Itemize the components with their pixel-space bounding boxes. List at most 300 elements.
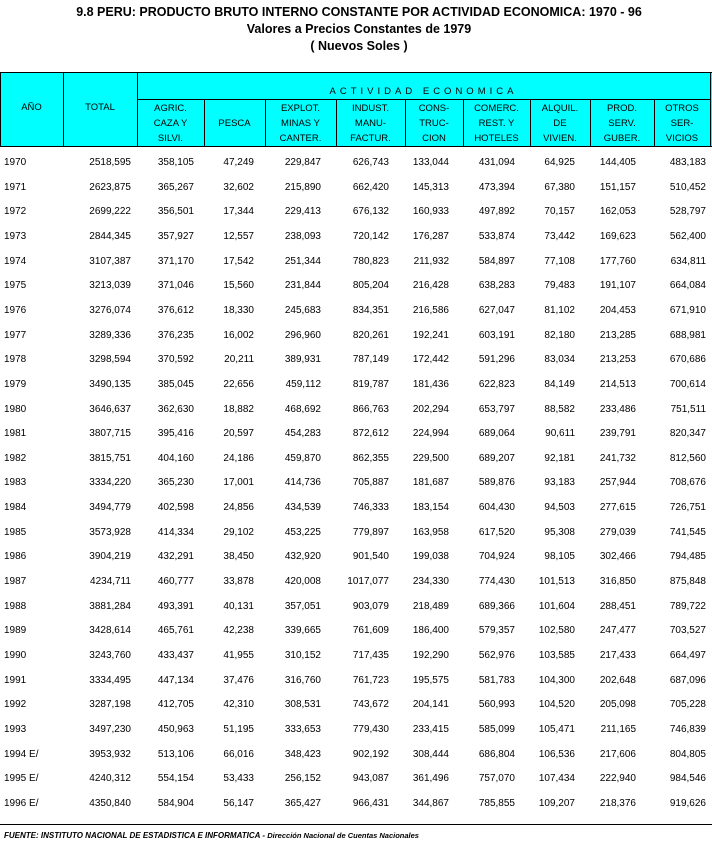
row-value: 528,797 bbox=[669, 206, 706, 218]
row-value: 820,347 bbox=[669, 428, 706, 440]
row-year: 1979 bbox=[4, 378, 27, 390]
title-block bbox=[0, 4, 712, 55]
table-row bbox=[0, 453, 712, 477]
row-value: 371,170 bbox=[157, 255, 194, 267]
row-year: 1990 bbox=[4, 650, 27, 661]
row-value: 238,093 bbox=[284, 230, 321, 242]
column-header-line: PROD. bbox=[606, 103, 638, 114]
row-value: 603,191 bbox=[478, 329, 515, 341]
header-bottom-border bbox=[0, 146, 712, 147]
row-value: 708,676 bbox=[669, 477, 706, 489]
row-value: 15,560 bbox=[223, 280, 254, 292]
row-value: 217,433 bbox=[599, 650, 636, 661]
row-value: 362,630 bbox=[157, 403, 194, 415]
column-header-line: HOTELES bbox=[474, 133, 519, 144]
row-year: 1983 bbox=[4, 477, 27, 489]
row-value: 202,294 bbox=[412, 403, 449, 415]
header-group-divider bbox=[137, 99, 710, 100]
row-value: 104,300 bbox=[538, 674, 575, 686]
row-value: 181,687 bbox=[412, 477, 449, 489]
row-value: 4234,711 bbox=[90, 576, 131, 588]
column-header-line: OTROS bbox=[665, 103, 699, 114]
row-value: 717,435 bbox=[352, 650, 389, 661]
row-value: 688,981 bbox=[669, 329, 706, 341]
page-units: ( Nuevos Soles ) bbox=[310, 39, 408, 53]
row-value: 277,615 bbox=[599, 502, 636, 514]
row-year: 1992 bbox=[4, 699, 27, 711]
row-value: 404,160 bbox=[157, 452, 194, 464]
row-value: 169,623 bbox=[599, 230, 636, 242]
row-year: 1994 E/ bbox=[4, 748, 39, 760]
row-value: 213,285 bbox=[599, 329, 636, 341]
row-year: 1978 bbox=[4, 354, 27, 366]
row-value: 579,357 bbox=[478, 625, 515, 637]
row-value: 3243,760 bbox=[89, 650, 131, 661]
row-value: 687,096 bbox=[669, 674, 706, 686]
row-value: 211,932 bbox=[413, 255, 449, 267]
row-value: 459,112 bbox=[285, 378, 321, 390]
row-value: 584,897 bbox=[478, 255, 515, 267]
row-value: 222,940 bbox=[599, 773, 636, 785]
table-row bbox=[0, 379, 712, 403]
row-value: 357,051 bbox=[284, 600, 321, 612]
row-value: 24,186 bbox=[223, 452, 254, 464]
row-value: 356,501 bbox=[157, 206, 194, 218]
row-value: 2518,595 bbox=[89, 157, 131, 168]
row-value: 109,207 bbox=[538, 797, 575, 809]
row-value: 3298,594 bbox=[89, 354, 131, 366]
column-header bbox=[654, 101, 710, 146]
row-value: 370,592 bbox=[157, 354, 194, 366]
row-value: 145,313 bbox=[412, 181, 449, 193]
row-value: 202,648 bbox=[599, 674, 636, 686]
row-value: 67,380 bbox=[544, 181, 575, 193]
table-row bbox=[0, 798, 712, 822]
row-value: 20,597 bbox=[223, 428, 254, 440]
row-value: 513,106 bbox=[157, 748, 194, 760]
row-value: 213,253 bbox=[599, 354, 636, 366]
row-value: 627,047 bbox=[478, 304, 515, 316]
row-value: 204,141 bbox=[412, 699, 449, 711]
column-header-line: PESCA bbox=[218, 118, 251, 129]
row-value: 622,823 bbox=[478, 378, 515, 390]
column-header-line: SILVI. bbox=[157, 133, 184, 144]
header-vline-2 bbox=[137, 72, 138, 146]
row-value: 333,653 bbox=[284, 723, 321, 735]
row-value: 794,485 bbox=[669, 551, 706, 563]
row-value: 453,225 bbox=[284, 526, 321, 538]
row-value: 412,705 bbox=[157, 699, 194, 711]
row-value: 3428,614 bbox=[89, 625, 131, 637]
row-value: 676,132 bbox=[352, 206, 389, 218]
row-value: 18,882 bbox=[223, 403, 254, 415]
row-value: 984,546 bbox=[669, 773, 706, 785]
row-value: 98,105 bbox=[544, 551, 575, 563]
row-value: 177,760 bbox=[599, 255, 636, 267]
row-value: 245,683 bbox=[284, 304, 321, 316]
row-value: 473,394 bbox=[478, 181, 515, 193]
row-value: 12,557 bbox=[223, 230, 254, 242]
row-value: 79,483 bbox=[544, 280, 575, 292]
row-value: 17,542 bbox=[223, 255, 254, 267]
row-value: 966,431 bbox=[352, 797, 389, 809]
row-value: 84,149 bbox=[544, 378, 575, 390]
row-value: 3497,230 bbox=[89, 723, 131, 735]
row-value: 211,165 bbox=[600, 723, 636, 735]
row-value: 365,267 bbox=[157, 181, 194, 193]
row-value: 741,545 bbox=[669, 526, 706, 538]
row-value: 176,287 bbox=[412, 230, 449, 242]
header-vline-6 bbox=[405, 99, 406, 146]
row-value: 862,355 bbox=[352, 452, 389, 464]
row-value: 81,102 bbox=[544, 304, 575, 316]
row-value: 497,892 bbox=[478, 206, 515, 218]
column-header-line: GUBER. bbox=[603, 133, 641, 144]
row-value: 73,442 bbox=[544, 230, 575, 242]
row-value: 358,105 bbox=[157, 157, 194, 168]
row-value: 757,070 bbox=[478, 773, 515, 785]
row-value: 77,108 bbox=[544, 255, 575, 267]
table-row bbox=[0, 231, 712, 255]
row-value: 872,612 bbox=[352, 428, 389, 440]
row-value: 18,330 bbox=[223, 304, 254, 316]
header-total: TOTAL bbox=[85, 102, 115, 113]
column-header-line: MINAS Y bbox=[281, 118, 320, 129]
row-value: 339,665 bbox=[284, 625, 321, 637]
table-row bbox=[0, 675, 712, 699]
row-value: 3289,336 bbox=[89, 329, 131, 341]
row-value: 229,500 bbox=[412, 452, 449, 464]
row-value: 103,585 bbox=[538, 650, 575, 661]
row-value: 42,238 bbox=[223, 625, 254, 637]
row-value: 20,211 bbox=[224, 354, 254, 366]
row-value: 402,598 bbox=[157, 502, 194, 514]
column-header-line: DE bbox=[553, 118, 567, 129]
row-value: 88,582 bbox=[544, 403, 575, 415]
row-value: 82,180 bbox=[544, 329, 575, 341]
column-header-line: VIVIEN. bbox=[543, 133, 577, 144]
row-value: 591,296 bbox=[478, 354, 515, 366]
row-value: 385,045 bbox=[157, 378, 194, 390]
column-header bbox=[204, 116, 265, 131]
page-subtitle: Valores a Precios Constantes de 1979 bbox=[246, 22, 472, 36]
row-value: 308,444 bbox=[412, 748, 449, 760]
row-value: 562,400 bbox=[669, 230, 706, 242]
row-value: 22,656 bbox=[223, 378, 254, 390]
header-vline-3 bbox=[204, 99, 205, 146]
row-value: 229,847 bbox=[284, 157, 321, 168]
row-year: 1975 bbox=[4, 280, 27, 292]
row-value: 3213,039 bbox=[89, 280, 131, 292]
row-year: 1991 bbox=[4, 674, 27, 686]
row-value: 101,513 bbox=[538, 576, 575, 588]
row-value: 40,131 bbox=[223, 600, 254, 612]
column-header-line: CANTER. bbox=[279, 133, 322, 144]
row-value: 29,102 bbox=[223, 526, 254, 538]
row-value: 70,157 bbox=[544, 206, 575, 218]
table-row bbox=[0, 330, 712, 354]
row-value: 943,087 bbox=[352, 773, 389, 785]
row-value: 634,811 bbox=[670, 255, 706, 267]
row-value: 447,134 bbox=[157, 674, 194, 686]
row-value: 361,496 bbox=[412, 773, 449, 785]
row-value: 241,732 bbox=[599, 452, 636, 464]
row-value: 106,536 bbox=[538, 748, 575, 760]
row-value: 420,008 bbox=[284, 576, 321, 588]
row-value: 38,450 bbox=[223, 551, 254, 563]
row-value: 163,958 bbox=[412, 526, 449, 538]
row-value: 533,874 bbox=[478, 230, 515, 242]
row-value: 3573,928 bbox=[89, 526, 131, 538]
row-value: 638,283 bbox=[478, 280, 515, 292]
row-value: 689,064 bbox=[478, 428, 515, 440]
row-value: 205,098 bbox=[599, 699, 636, 711]
table-row bbox=[0, 601, 712, 625]
header-vline-8 bbox=[530, 99, 531, 146]
column-header bbox=[265, 101, 336, 146]
row-value: 664,084 bbox=[669, 280, 706, 292]
row-value: 215,890 bbox=[284, 181, 321, 193]
row-value: 224,994 bbox=[412, 428, 449, 440]
row-year: 1981 bbox=[4, 428, 27, 440]
row-value: 483,183 bbox=[669, 157, 706, 168]
row-value: 746,333 bbox=[352, 502, 389, 514]
row-value: 192,290 bbox=[412, 650, 449, 661]
row-value: 2844,345 bbox=[89, 230, 131, 242]
table-row bbox=[0, 749, 712, 773]
row-value: 581,783 bbox=[478, 674, 515, 686]
table-row bbox=[0, 280, 712, 304]
column-header-line: EXPLOT. bbox=[280, 103, 321, 114]
row-value: 617,520 bbox=[478, 526, 515, 538]
header-vline-9 bbox=[590, 99, 591, 146]
table-row bbox=[0, 551, 712, 575]
row-value: 53,433 bbox=[223, 773, 254, 785]
row-value: 365,427 bbox=[284, 797, 321, 809]
row-value: 465,761 bbox=[157, 625, 194, 637]
column-header-line: INDUST. bbox=[352, 103, 389, 114]
row-value: 3276,074 bbox=[89, 304, 131, 316]
row-value: 671,910 bbox=[669, 304, 706, 316]
row-year: 1993 bbox=[4, 723, 27, 735]
row-value: 3494,779 bbox=[89, 502, 131, 514]
row-value: 133,044 bbox=[412, 157, 449, 168]
row-year: 1973 bbox=[4, 230, 27, 242]
header-group-label: ACTIVIDAD ECONOMICA bbox=[329, 86, 518, 97]
table-row bbox=[0, 477, 712, 501]
row-year: 1985 bbox=[4, 526, 27, 538]
row-year: 1987 bbox=[4, 576, 27, 588]
row-value: 233,415 bbox=[412, 723, 449, 735]
header-vline-10 bbox=[654, 99, 655, 146]
row-value: 560,993 bbox=[478, 699, 515, 711]
row-value: 774,430 bbox=[478, 576, 515, 588]
row-value: 493,391 bbox=[157, 600, 194, 612]
row-value: 365,230 bbox=[157, 477, 194, 489]
row-year: 1982 bbox=[4, 452, 27, 464]
column-header-line: COMERC. bbox=[474, 103, 519, 114]
row-value: 316,850 bbox=[599, 576, 636, 588]
row-value: 191,107 bbox=[599, 280, 636, 292]
column-header bbox=[590, 101, 654, 146]
row-value: 705,228 bbox=[669, 699, 706, 711]
row-year: 1980 bbox=[4, 403, 27, 415]
row-value: 585,099 bbox=[478, 723, 515, 735]
row-value: 296,960 bbox=[284, 329, 321, 341]
row-value: 104,520 bbox=[538, 699, 575, 711]
row-value: 902,192 bbox=[352, 748, 389, 760]
table-row bbox=[0, 625, 712, 649]
column-header bbox=[530, 101, 590, 146]
row-year: 1986 bbox=[4, 551, 27, 563]
row-value: 216,428 bbox=[412, 280, 449, 292]
row-value: 820,261 bbox=[352, 329, 389, 341]
row-value: 3490,135 bbox=[89, 378, 131, 390]
source-main: FUENTE: INSTITUTO NACIONAL DE ESTADISTICA E INFORMATICA - bbox=[4, 831, 268, 840]
row-value: 414,736 bbox=[284, 477, 321, 489]
column-header-line: VICIOS bbox=[665, 133, 699, 144]
row-value: 3287,198 bbox=[89, 699, 131, 711]
row-value: 4240,312 bbox=[89, 773, 131, 785]
table-row bbox=[0, 699, 712, 723]
row-year: 1996 E/ bbox=[4, 797, 39, 809]
column-header-line: SERV. bbox=[608, 118, 636, 129]
row-value: 162,053 bbox=[599, 206, 636, 218]
row-value: 689,207 bbox=[478, 452, 515, 464]
header-vline-1 bbox=[63, 72, 64, 146]
header-vline-11 bbox=[710, 72, 711, 146]
row-value: 819,787 bbox=[352, 378, 389, 390]
row-value: 875,848 bbox=[669, 576, 706, 588]
row-value: 3646,637 bbox=[89, 403, 131, 415]
row-value: 64,925 bbox=[544, 157, 575, 168]
row-value: 700,614 bbox=[669, 378, 706, 390]
header-year: AÑO bbox=[21, 102, 42, 113]
row-value: 3334,495 bbox=[89, 674, 131, 686]
row-value: 344,867 bbox=[412, 797, 449, 809]
row-year: 1974 bbox=[4, 255, 27, 267]
row-value: 866,763 bbox=[352, 403, 389, 415]
row-value: 199,038 bbox=[412, 551, 449, 563]
row-value: 94,503 bbox=[544, 502, 575, 514]
row-value: 726,751 bbox=[669, 502, 706, 514]
row-value: 785,855 bbox=[478, 797, 515, 809]
row-value: 834,351 bbox=[352, 304, 389, 316]
table-row bbox=[0, 527, 712, 551]
row-value: 51,195 bbox=[223, 723, 254, 735]
row-value: 450,963 bbox=[157, 723, 194, 735]
column-header-line: MANU- bbox=[354, 118, 387, 129]
table-row bbox=[0, 157, 712, 181]
row-value: 903,079 bbox=[352, 600, 389, 612]
row-value: 376,235 bbox=[157, 329, 194, 341]
row-value: 16,002 bbox=[223, 329, 254, 341]
table-row bbox=[0, 354, 712, 378]
row-value: 105,471 bbox=[538, 723, 575, 735]
column-header bbox=[463, 101, 530, 146]
row-year: 1976 bbox=[4, 304, 27, 316]
row-value: 414,334 bbox=[157, 526, 194, 538]
row-value: 192,241 bbox=[412, 329, 449, 341]
column-header-line: CAZA Y bbox=[153, 118, 188, 129]
row-value: 316,760 bbox=[284, 674, 321, 686]
row-value: 1017,077 bbox=[347, 576, 389, 588]
row-value: 431,094 bbox=[478, 157, 515, 168]
row-value: 186,400 bbox=[412, 625, 449, 637]
row-value: 17,344 bbox=[223, 206, 254, 218]
header-vline-7 bbox=[463, 99, 464, 146]
table-row bbox=[0, 724, 712, 748]
row-value: 41,955 bbox=[223, 650, 254, 661]
column-header bbox=[405, 101, 463, 146]
row-value: 789,722 bbox=[669, 600, 706, 612]
row-value: 686,804 bbox=[478, 748, 515, 760]
row-value: 160,933 bbox=[412, 206, 449, 218]
row-value: 37,476 bbox=[223, 674, 254, 686]
row-value: 92,181 bbox=[544, 452, 575, 464]
row-value: 703,527 bbox=[669, 625, 706, 637]
row-value: 83,034 bbox=[544, 354, 575, 366]
row-value: 107,434 bbox=[538, 773, 575, 785]
row-value: 183,154 bbox=[412, 502, 449, 514]
row-value: 95,308 bbox=[544, 526, 575, 538]
row-value: 705,887 bbox=[352, 477, 389, 489]
table-row bbox=[0, 428, 712, 452]
row-year: 1970 bbox=[4, 157, 27, 168]
row-value: 247,477 bbox=[599, 625, 636, 637]
row-value: 239,791 bbox=[599, 428, 636, 440]
row-value: 66,016 bbox=[223, 748, 254, 760]
row-value: 371,046 bbox=[157, 280, 194, 292]
row-value: 302,466 bbox=[599, 551, 636, 563]
row-value: 589,876 bbox=[478, 477, 515, 489]
row-value: 2623,875 bbox=[89, 181, 131, 193]
row-value: 101,604 bbox=[538, 600, 575, 612]
row-value: 746,839 bbox=[669, 723, 706, 735]
row-year: 1972 bbox=[4, 206, 27, 218]
row-value: 689,366 bbox=[478, 600, 515, 612]
table-row bbox=[0, 256, 712, 280]
row-value: 288,451 bbox=[599, 600, 636, 612]
row-year: 1977 bbox=[4, 329, 27, 341]
table-row bbox=[0, 650, 712, 674]
row-value: 761,609 bbox=[352, 625, 389, 637]
row-value: 780,823 bbox=[352, 255, 389, 267]
row-year: 1995 E/ bbox=[4, 773, 39, 785]
row-value: 626,743 bbox=[352, 157, 389, 168]
table-bottom-border bbox=[0, 824, 712, 825]
row-value: 42,310 bbox=[223, 699, 254, 711]
table-row bbox=[0, 773, 712, 797]
row-value: 389,931 bbox=[284, 354, 321, 366]
column-header bbox=[137, 101, 204, 146]
row-value: 33,878 bbox=[223, 576, 254, 588]
column-header-line: TRUC- bbox=[419, 118, 449, 129]
row-year: 1988 bbox=[4, 600, 27, 612]
row-value: 460,777 bbox=[157, 576, 194, 588]
column-header-line: CION bbox=[422, 133, 446, 144]
column-header-line: REST. Y bbox=[478, 118, 515, 129]
row-value: 218,489 bbox=[412, 600, 449, 612]
row-value: 3334,220 bbox=[89, 477, 131, 489]
row-value: 433,437 bbox=[157, 650, 194, 661]
row-value: 434,539 bbox=[284, 502, 321, 514]
table-row bbox=[0, 576, 712, 600]
row-value: 779,897 bbox=[352, 526, 389, 538]
column-header-line: SER- bbox=[670, 118, 694, 129]
header-top-border bbox=[0, 72, 712, 73]
row-value: 90,611 bbox=[545, 428, 575, 440]
